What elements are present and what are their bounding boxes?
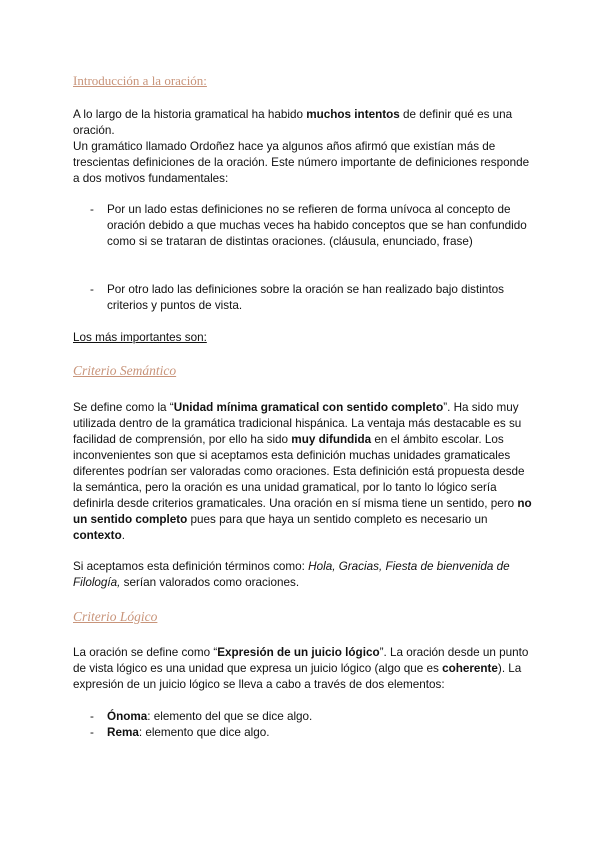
sem-bold-difundida: muy difundida [291, 433, 372, 446]
bullet-dash: - [90, 203, 94, 216]
sem-text: pues para que haya un sentido completo es necesario un [187, 513, 488, 526]
sem-bold-contexto: contexto [73, 529, 122, 542]
term-desc: : elemento que dice algo. [138, 726, 270, 739]
sem-text: en el ámbito escolar. Los inconvenientes son que si aceptamos esta definición muchas unidades gramaticales diferentes podrían ser valoradas como oraciones. Esta definición está propuesta desde la semántica, pero la oración es una unidad gramatical, por lo tanto lo lógico sería definirla desde criterios gramaticales. Una oración en sí misma tiene un sentido, pero [73, 433, 525, 510]
intro-p1-bold: muchos intentos [306, 108, 400, 121]
logic-text: La oración se define como “ [73, 646, 218, 659]
intro-paragraph-1 [73, 107, 533, 187]
intro-bullet-1 [90, 202, 530, 250]
sem-text: . [121, 529, 125, 542]
term-rema: Rema [107, 726, 139, 739]
intro-p1-text-c: de definir qué es una oración. [73, 108, 513, 137]
logic-elements-list [90, 709, 312, 741]
bullet-dash: - [90, 283, 94, 296]
list-item [90, 709, 312, 725]
logic-bold-coherente: coherente [442, 662, 498, 675]
logic-bold-definition: Expresión de un juicio lógico [217, 646, 380, 659]
important-label: Los más importantes son: [73, 331, 207, 344]
logic-heading: Criterio Lógico [73, 609, 158, 624]
term-onoma: Ónoma [107, 710, 148, 723]
sem-example-text: Si aceptamos esta definición términos como: [73, 560, 309, 573]
sem-text: ”. Ha sido muy utilizada dentro de la gramática tradicional hispánica. La ventaja más destacable es su facilidad de comprensión, por ello ha sido [73, 401, 522, 446]
list-item [90, 725, 312, 741]
sem-example-text: serían valorados como oraciones. [120, 576, 300, 589]
semantic-example-paragraph [73, 559, 533, 591]
logic-text: ). La expresión de un juicio lógico se lleva a cabo a través de dos elementos: [73, 662, 522, 691]
intro-paragraph-2: Un gramático llamado Ordoñez hace ya algunos años afirmó que existían más de trescientas definiciones de la oración. Este número importante de definiciones responde a dos motivos fundamentales: [73, 140, 530, 185]
bullet-dash: - [90, 726, 94, 739]
sem-text: Se define como la “ [73, 401, 174, 414]
sem-bold-definition: Unidad mínima gramatical con sentido completo [173, 401, 444, 414]
bullet-text: Por otro lado las definiciones sobre la oración se han realizado bajo distintos criterios y puntos de vista. [107, 283, 504, 312]
bullet-text: Por un lado estas definiciones no se refieren de forma unívoca al concepto de oración debido a que muchas veces ha habido conceptos que se han confundido como si se trataran de distintas oraciones. (cláusula, enunciado, frase) [107, 203, 527, 248]
logic-paragraph [73, 645, 533, 693]
semantic-paragraph [73, 400, 533, 544]
sem-example-italic: Hola, Gracias, Fiesta de bienvenida de Filología, [73, 560, 510, 589]
intro-p1-text-a: A lo largo de la historia gramatical ha habido [73, 108, 307, 121]
sem-bold-no-sentido: no un sentido completo [73, 497, 532, 526]
intro-bullet-2 [90, 282, 530, 314]
intro-heading: Introducción a la oración: [73, 73, 207, 88]
bullet-dash: - [90, 710, 94, 723]
term-desc: : elemento del que se dice algo. [147, 710, 313, 723]
semantic-heading: Criterio Semántico [73, 363, 177, 378]
logic-text: ”. La oración desde un punto de vista lógico es una unidad que expresa un juicio lógico (algo que es [73, 646, 529, 675]
